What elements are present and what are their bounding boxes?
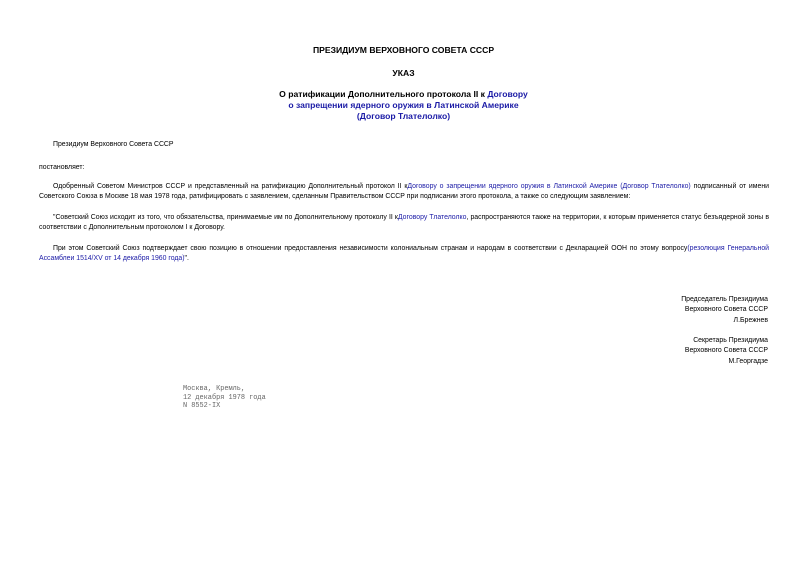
treaty-link-p1[interactable]: Договору о запрещении ядерного оружия в Латинской Америке (Договор Тлателолко) <box>407 183 691 190</box>
presidium-heading <box>0 45 807 56</box>
title-prefix-text: О ратификации Дополнительного протокола II к <box>279 89 488 99</box>
treaty-link-title-1[interactable]: Договору <box>487 89 528 99</box>
p3-prefix-text: При этом Советский Союз подтверждает свою позицию в отношении предоставления независимости колониальным странам и народам в соответствии с Декларацией ООН по этому вопросу <box>53 245 688 252</box>
decree-number: N 8552-IX <box>183 402 221 411</box>
paragraph-1 <box>39 182 769 203</box>
paragraph-3 <box>39 244 769 265</box>
p3-suffix-text: ". <box>184 255 189 263</box>
intro-text: Президиум Верховного Совета СССР <box>53 141 174 148</box>
treaty-link-p2[interactable]: Договору Тлателолко <box>397 214 467 221</box>
treaty-link-title-3[interactable]: (Договор Тлателолко) <box>356 111 451 121</box>
title-line-3 <box>0 111 807 122</box>
chair-name: Л.Брежнев <box>733 316 768 324</box>
p1-suffix-text: подписанный от имени Советского Союза в Москве 18 мая 1978 года, ратифицировать с заявлением, сделанным Правительством СССР при подписании этого протокола, а также со следующим заявлением: <box>39 183 769 201</box>
title-line-1 <box>0 89 807 100</box>
doc-type-text: УКАЗ <box>392 68 415 78</box>
sec-name: М.Георгадзе <box>728 357 768 365</box>
p2-suffix-text: , распространяются также на территории, к которым применяется статус безъядерной зоны в соответствии с Дополнительным протоколом I к Договору. <box>39 214 769 232</box>
sec-title-2: Верховного Совета СССР <box>684 347 768 355</box>
treaty-link-title-2[interactable]: о запрещении ядерного оружия в Латинской Америке <box>288 100 519 110</box>
p1-prefix-text: Одобренный Советом Министров СССР и представленный на ратификацию Дополнительный протокол II к <box>53 183 408 190</box>
chair-title-2: Верховного Совета СССР <box>684 306 768 314</box>
chair-title-1: Председатель Президиума <box>681 296 768 303</box>
intro-paragraph <box>39 140 769 150</box>
paragraph-2 <box>39 213 769 234</box>
secretary-signature <box>568 336 768 367</box>
p2-prefix-text: "Советский Союз исходит из того, что обязательства, принимаемые им по Дополнительному протоколу II к <box>53 214 398 221</box>
place-date-block <box>183 385 266 411</box>
resolution-link-p3[interactable]: (резолюция Генеральной Ассамблеи 1514/XV от 14 декабря 1960 года) <box>39 245 770 263</box>
doc-type-heading <box>0 68 807 79</box>
decrees-paragraph <box>39 163 769 173</box>
sec-title-1: Секретарь Президиума <box>693 337 768 344</box>
place-city: Москва, Кремль, <box>183 385 246 393</box>
chairman-signature <box>568 295 768 326</box>
decrees-text: постановляет: <box>39 164 85 171</box>
title-line-2 <box>0 100 807 111</box>
place-date: 12 декабря 1978 года <box>183 393 266 402</box>
presidium-heading-text: ПРЕЗИДИУМ ВЕРХОВНОГО СОВЕТА СССР <box>312 45 495 55</box>
